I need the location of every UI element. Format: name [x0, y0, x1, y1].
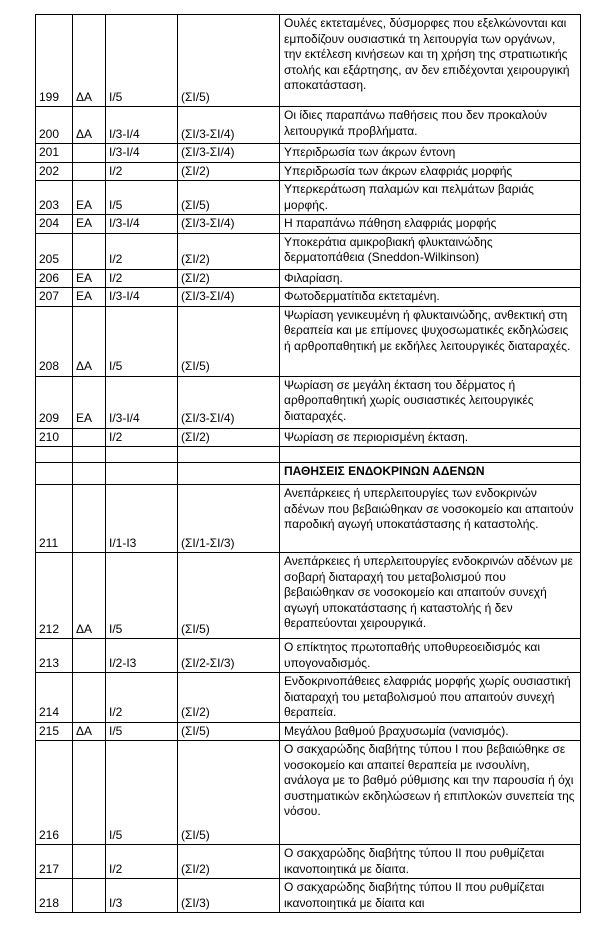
- disability-degree: I/5: [106, 741, 178, 845]
- disability-degree: I/3-I/4: [106, 107, 178, 144]
- row-number: 216: [36, 741, 73, 845]
- disability-percentage: [178, 447, 280, 463]
- row-number: 209: [36, 376, 73, 428]
- disability-percentage: (ΣΙ/2): [178, 428, 280, 447]
- disability-degree: I/2: [106, 269, 178, 288]
- table-row: [36, 673, 581, 723]
- row-number: 202: [36, 162, 73, 181]
- category-code: [73, 144, 106, 163]
- disability-degree: I/2: [106, 233, 178, 269]
- category-code: ΕΑ: [73, 288, 106, 307]
- disability-percentage: (ΣΙ/3-ΣΙ/4): [178, 215, 280, 234]
- row-number: 206: [36, 269, 73, 288]
- disability-degree: I/5: [106, 15, 178, 107]
- category-code: ΔΑ: [73, 722, 106, 741]
- row-number: 215: [36, 722, 73, 741]
- disability-degree: I/3-I/4: [106, 376, 178, 428]
- disability-degree: I/5: [106, 553, 178, 639]
- disability-percentage: (ΣΙ/5): [178, 306, 280, 376]
- description: Φωτοδερματίτιδα εκτεταμένη.: [280, 288, 581, 307]
- row-number: 203: [36, 181, 73, 215]
- description: Ο σακχαρώδης διαβήτης τύπου Ι που βεβαιώθηκε σε νοσοκομείο και απαιτεί θεραπεία με ινσουλίνη, ανάλογα με το βαθμό ρύθμισης και την παρουσία ή όχι συστηματικών εκδηλώσεων ή επιπλοκών συνεπεία της νόσου.: [280, 741, 581, 845]
- disability-degree: I/2: [106, 845, 178, 879]
- description: Φιλαρίαση.: [280, 269, 581, 288]
- row-number: [36, 463, 73, 485]
- disability-percentage: (ΣΙ/2): [178, 845, 280, 879]
- category-code: [73, 463, 106, 485]
- disability-degree: I/1-I3: [106, 485, 178, 553]
- description: Υποκεράτια αμικροβιακή φλυκταινώδης δερματοπάθεια (Sneddon-Wilkinson): [280, 233, 581, 269]
- disability-degree: [106, 463, 178, 485]
- description: Ο επίκτητος πρωτοπαθής υποθυρεοειδισμός και υπογοναδισμός.: [280, 639, 581, 673]
- description: Ψωρίαση σε περιορισμένη έκταση.: [280, 428, 581, 447]
- description: Ενδοκρινοπάθειες ελαφριάς μορφής χωρίς ουσιαστική διαταραχή του μεταβολισμού που απαιτούν συνεχή θεραπεία.: [280, 673, 581, 723]
- description: [280, 447, 581, 463]
- row-number: 217: [36, 845, 73, 879]
- disability-percentage: (ΣΙ/2-ΣΙ/3): [178, 639, 280, 673]
- description: Ανεπάρκειες ή υπερλειτουργίες ενδοκρινών αδένων με σοβαρή διαταραχή του μεταβολισμού που βεβαιώθηκαν σε νοσοκομείο και απαιτούν συνεχή αγωγή υποκατάστασης ή καταστολής ή δεν θεραπεύονται χειρουργικά.: [280, 553, 581, 639]
- row-number: 200: [36, 107, 73, 144]
- disability-percentage: (ΣΙ/5): [178, 741, 280, 845]
- description: Ο σακχαρώδης διαβήτης τύπου ΙΙ που ρυθμίζεται ικανοποιητικά με δίαιτα.: [280, 845, 581, 879]
- disability-degree: I/5: [106, 306, 178, 376]
- category-code: [73, 845, 106, 879]
- disability-percentage: (ΣΙ/2): [178, 162, 280, 181]
- row-number: 201: [36, 144, 73, 163]
- disability-percentage: [178, 463, 280, 485]
- row-number: 213: [36, 639, 73, 673]
- row-number: 204: [36, 215, 73, 234]
- category-code: ΔΑ: [73, 15, 106, 107]
- section-header-row: [36, 463, 581, 485]
- category-code: [73, 485, 106, 553]
- table-row: [36, 639, 581, 673]
- description: Ψωρίαση σε μεγάλη έκταση του δέρματος ή αρθροπαθητική χωρίς ουσιαστικές λειτουργικές διαταραχές.: [280, 376, 581, 428]
- disability-percentage: (ΣΙ/2): [178, 673, 280, 723]
- category-code: ΕΑ: [73, 269, 106, 288]
- disability-percentage: (ΣΙ/5): [178, 553, 280, 639]
- disability-degree: [106, 447, 178, 463]
- table-body: [36, 15, 581, 913]
- disability-degree: I/3-I/4: [106, 288, 178, 307]
- disability-degree: I/5: [106, 181, 178, 215]
- table-row: [36, 879, 581, 913]
- description: Η παραπάνω πάθηση ελαφριάς μορφής: [280, 215, 581, 234]
- disability-percentage: (ΣΙ/2): [178, 233, 280, 269]
- category-code: [73, 741, 106, 845]
- disability-percentage: (ΣΙ/3-ΣΙ/4): [178, 144, 280, 163]
- disability-percentage: (ΣΙ/3-ΣΙ/4): [178, 376, 280, 428]
- category-code: ΔΑ: [73, 107, 106, 144]
- disability-degree: I/2: [106, 162, 178, 181]
- disability-table: [35, 14, 581, 913]
- disability-percentage: (ΣΙ/5): [178, 181, 280, 215]
- table-row: [36, 162, 581, 181]
- table-row: [36, 553, 581, 639]
- row-number: 207: [36, 288, 73, 307]
- disability-degree: I/2: [106, 673, 178, 723]
- description: Ο σακχαρώδης διαβήτης τύπου ΙΙ που ρυθμίζεται ικανοποιητικά με δίαιτα και: [280, 879, 581, 913]
- category-code: [73, 233, 106, 269]
- table-row: [36, 485, 581, 553]
- table-row: [36, 215, 581, 234]
- category-code: [73, 428, 106, 447]
- category-code: ΕΑ: [73, 376, 106, 428]
- table-row: [36, 741, 581, 845]
- disability-degree: I/3-I/4: [106, 215, 178, 234]
- disability-percentage: (ΣΙ/5): [178, 722, 280, 741]
- description: Μεγάλου βαθμού βραχυσωμία (νανισμός).: [280, 722, 581, 741]
- disability-percentage: (ΣΙ/3-ΣΙ/4): [178, 288, 280, 307]
- description: Ανεπάρκειες ή υπερλειτουργίες των ενδοκρινών αδένων που βεβαιώθηκαν σε νοσοκομείο και απαιτούν παροδική αγωγή υποκατάστασης ή καταστολής.: [280, 485, 581, 553]
- category-code: ΔΑ: [73, 553, 106, 639]
- description: Υπεριδρωσία των άκρων ελαφριάς μορφής: [280, 162, 581, 181]
- description: Υπερκεράτωση παλαμών και πελμάτων βαριάς μορφής.: [280, 181, 581, 215]
- row-number: 199: [36, 15, 73, 107]
- row-number: 210: [36, 428, 73, 447]
- table-row: [36, 376, 581, 428]
- disability-percentage: (ΣΙ/5): [178, 15, 280, 107]
- row-number: 205: [36, 233, 73, 269]
- section-header: ΠΑΘΗΣΕΙΣ ΕΝΔΟΚΡΙΝΩΝ ΑΔΕΝΩΝ: [280, 463, 581, 485]
- category-code: ΕΑ: [73, 181, 106, 215]
- category-code: ΔΑ: [73, 306, 106, 376]
- row-number: 218: [36, 879, 73, 913]
- table-row: [36, 845, 581, 879]
- disability-percentage: (ΣΙ/2): [178, 269, 280, 288]
- disability-degree: I/2: [106, 428, 178, 447]
- row-number: 212: [36, 553, 73, 639]
- table-row: [36, 306, 581, 376]
- disability-percentage: (ΣΙ/3-ΣΙ/4): [178, 107, 280, 144]
- row-number: 211: [36, 485, 73, 553]
- disability-percentage: (ΣΙ/1-ΣΙ/3): [178, 485, 280, 553]
- table-row: [36, 107, 581, 144]
- category-code: [73, 673, 106, 723]
- table-row: [36, 722, 581, 741]
- category-code: [73, 447, 106, 463]
- table-row: [36, 181, 581, 215]
- category-code: ΕΑ: [73, 215, 106, 234]
- row-number: 214: [36, 673, 73, 723]
- disability-percentage: (ΣΙ/3): [178, 879, 280, 913]
- table-row: [36, 269, 581, 288]
- table-row: [36, 233, 581, 269]
- row-number: 208: [36, 306, 73, 376]
- description: Ουλές εκτεταμένες, δύσμορφες που εξελκώνονται και εμποδίζουν ουσιαστικά τη λειτουργία των οργάνων, την εκτέλεση κινήσεων και τη χρήση της στρατιωτικής στολής και εξάρτησης, αν δεν επιδέχονται χειρουργική αποκατάσταση.: [280, 15, 581, 107]
- category-code: [73, 639, 106, 673]
- disability-degree: I/3: [106, 879, 178, 913]
- disability-degree: I/5: [106, 722, 178, 741]
- disability-degree: I/3-I/4: [106, 144, 178, 163]
- row-number: [36, 447, 73, 463]
- table-row: [36, 447, 581, 463]
- description: Ψωρίαση γενικευμένη ή φλυκταινώδης, ανθεκτική στη θεραπεία και με επίμονες ψυχοσωματικές εκδηλώσεις ή αρθροπαθητική με εκδήλες λειτουργικές διαταραχές.: [280, 306, 581, 376]
- description: Υπεριδρωσία των άκρων έντονη: [280, 144, 581, 163]
- table-row: [36, 288, 581, 307]
- description: Οι ίδιες παραπάνω παθήσεις που δεν προκαλούν λειτουργικά προβλήματα.: [280, 107, 581, 144]
- table-row: [36, 144, 581, 163]
- table-row: [36, 428, 581, 447]
- category-code: [73, 162, 106, 181]
- table-row: [36, 15, 581, 107]
- category-code: [73, 879, 106, 913]
- disability-degree: I/2-I3: [106, 639, 178, 673]
